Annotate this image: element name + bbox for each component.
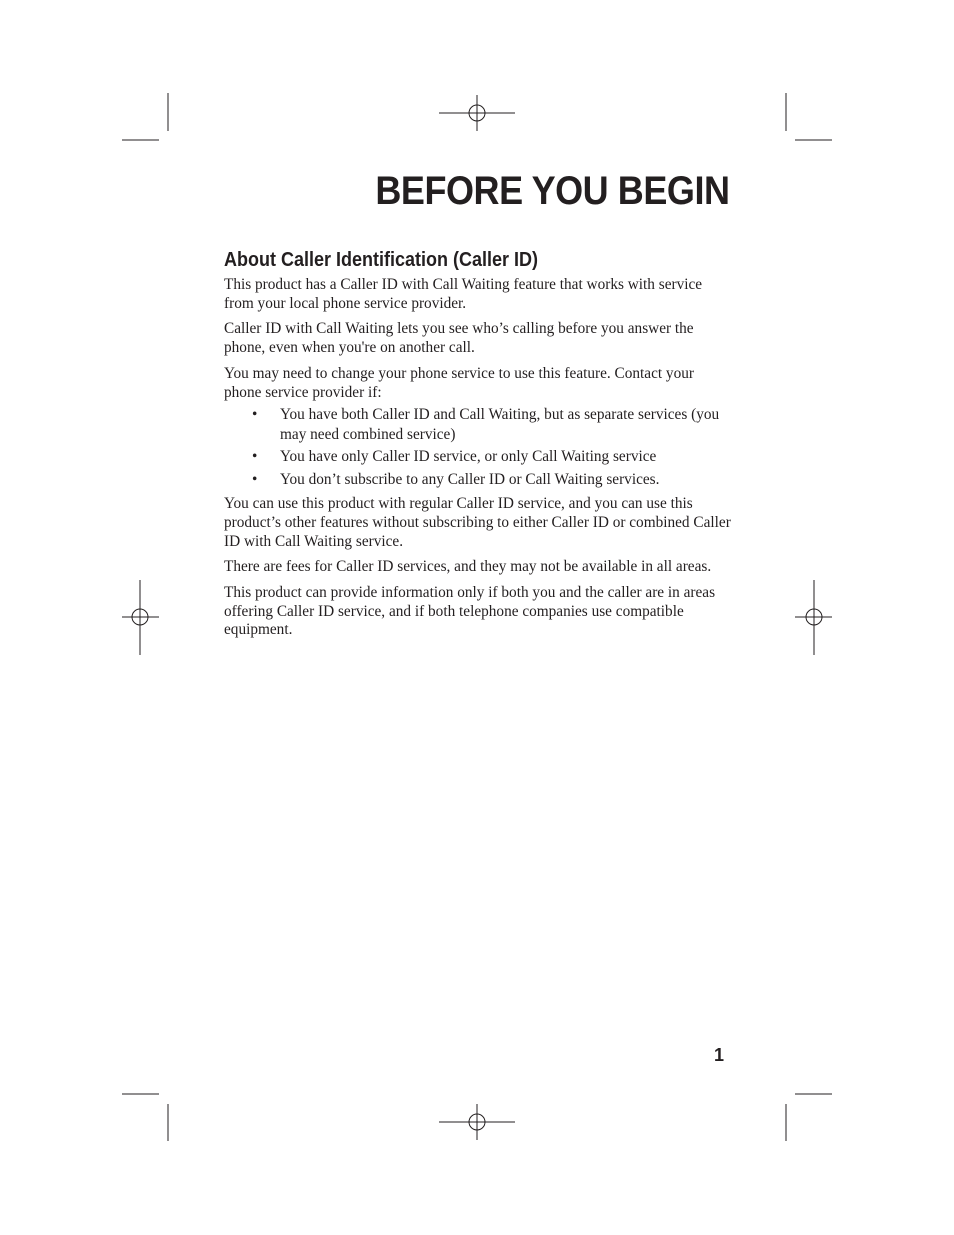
page-content [224, 247, 734, 647]
bullet-text: You don’t subscribe to any Caller ID or Call Waiting services. [280, 470, 660, 488]
page-number: 1 [714, 1045, 725, 1065]
bullet-icon: • [252, 470, 258, 488]
crop-mark-bottom-left [122, 1094, 168, 1141]
bullet-item [224, 447, 734, 467]
paragraph: You may need to change your phone service to use this feature. Contact your phone service provider if: [224, 364, 694, 401]
paragraph: There are fees for Caller ID services, and they may not be available in all areas. [224, 558, 712, 576]
paragraph: Caller ID with Call Waiting lets you see who’s calling before you answer the phone, even when you're on another call. [224, 320, 694, 357]
registration-mark-bottom [439, 1104, 515, 1140]
paragraph: This product has a Caller ID with Call Waiting feature that works with service from your local phone service provider. [224, 276, 703, 312]
paragraph: You can use this product with regular Caller ID service, and you can use this product’s other features without subscribing to either Caller ID or combined Caller ID with Call Waiting service. [224, 495, 731, 550]
crop-mark-bottom-right [786, 1094, 832, 1141]
bullet-list [224, 405, 734, 489]
section-heading: About Caller Identification (Caller ID) [224, 249, 539, 271]
bullet-text: You have only Caller ID service, or only Call Waiting service [280, 448, 657, 466]
registration-mark-left [122, 580, 159, 655]
bullet-item [224, 405, 734, 444]
paragraph: This product can provide information only if both you and the caller are in areas offering Caller ID service, and if both telephone companies use compatible equipment. [224, 584, 716, 639]
registration-mark-top [439, 95, 515, 131]
bullet-icon: • [252, 406, 258, 424]
registration-mark-right [795, 580, 832, 655]
page-title: BEFORE YOU BEGIN [375, 169, 730, 213]
crop-mark-top-right [786, 93, 832, 140]
bullet-item [224, 470, 734, 490]
crop-mark-top-left [122, 93, 168, 140]
bullet-icon: • [252, 448, 258, 466]
bullet-text: You have both Caller ID and Call Waiting, but as separate services (you may need combined service) [280, 406, 720, 443]
